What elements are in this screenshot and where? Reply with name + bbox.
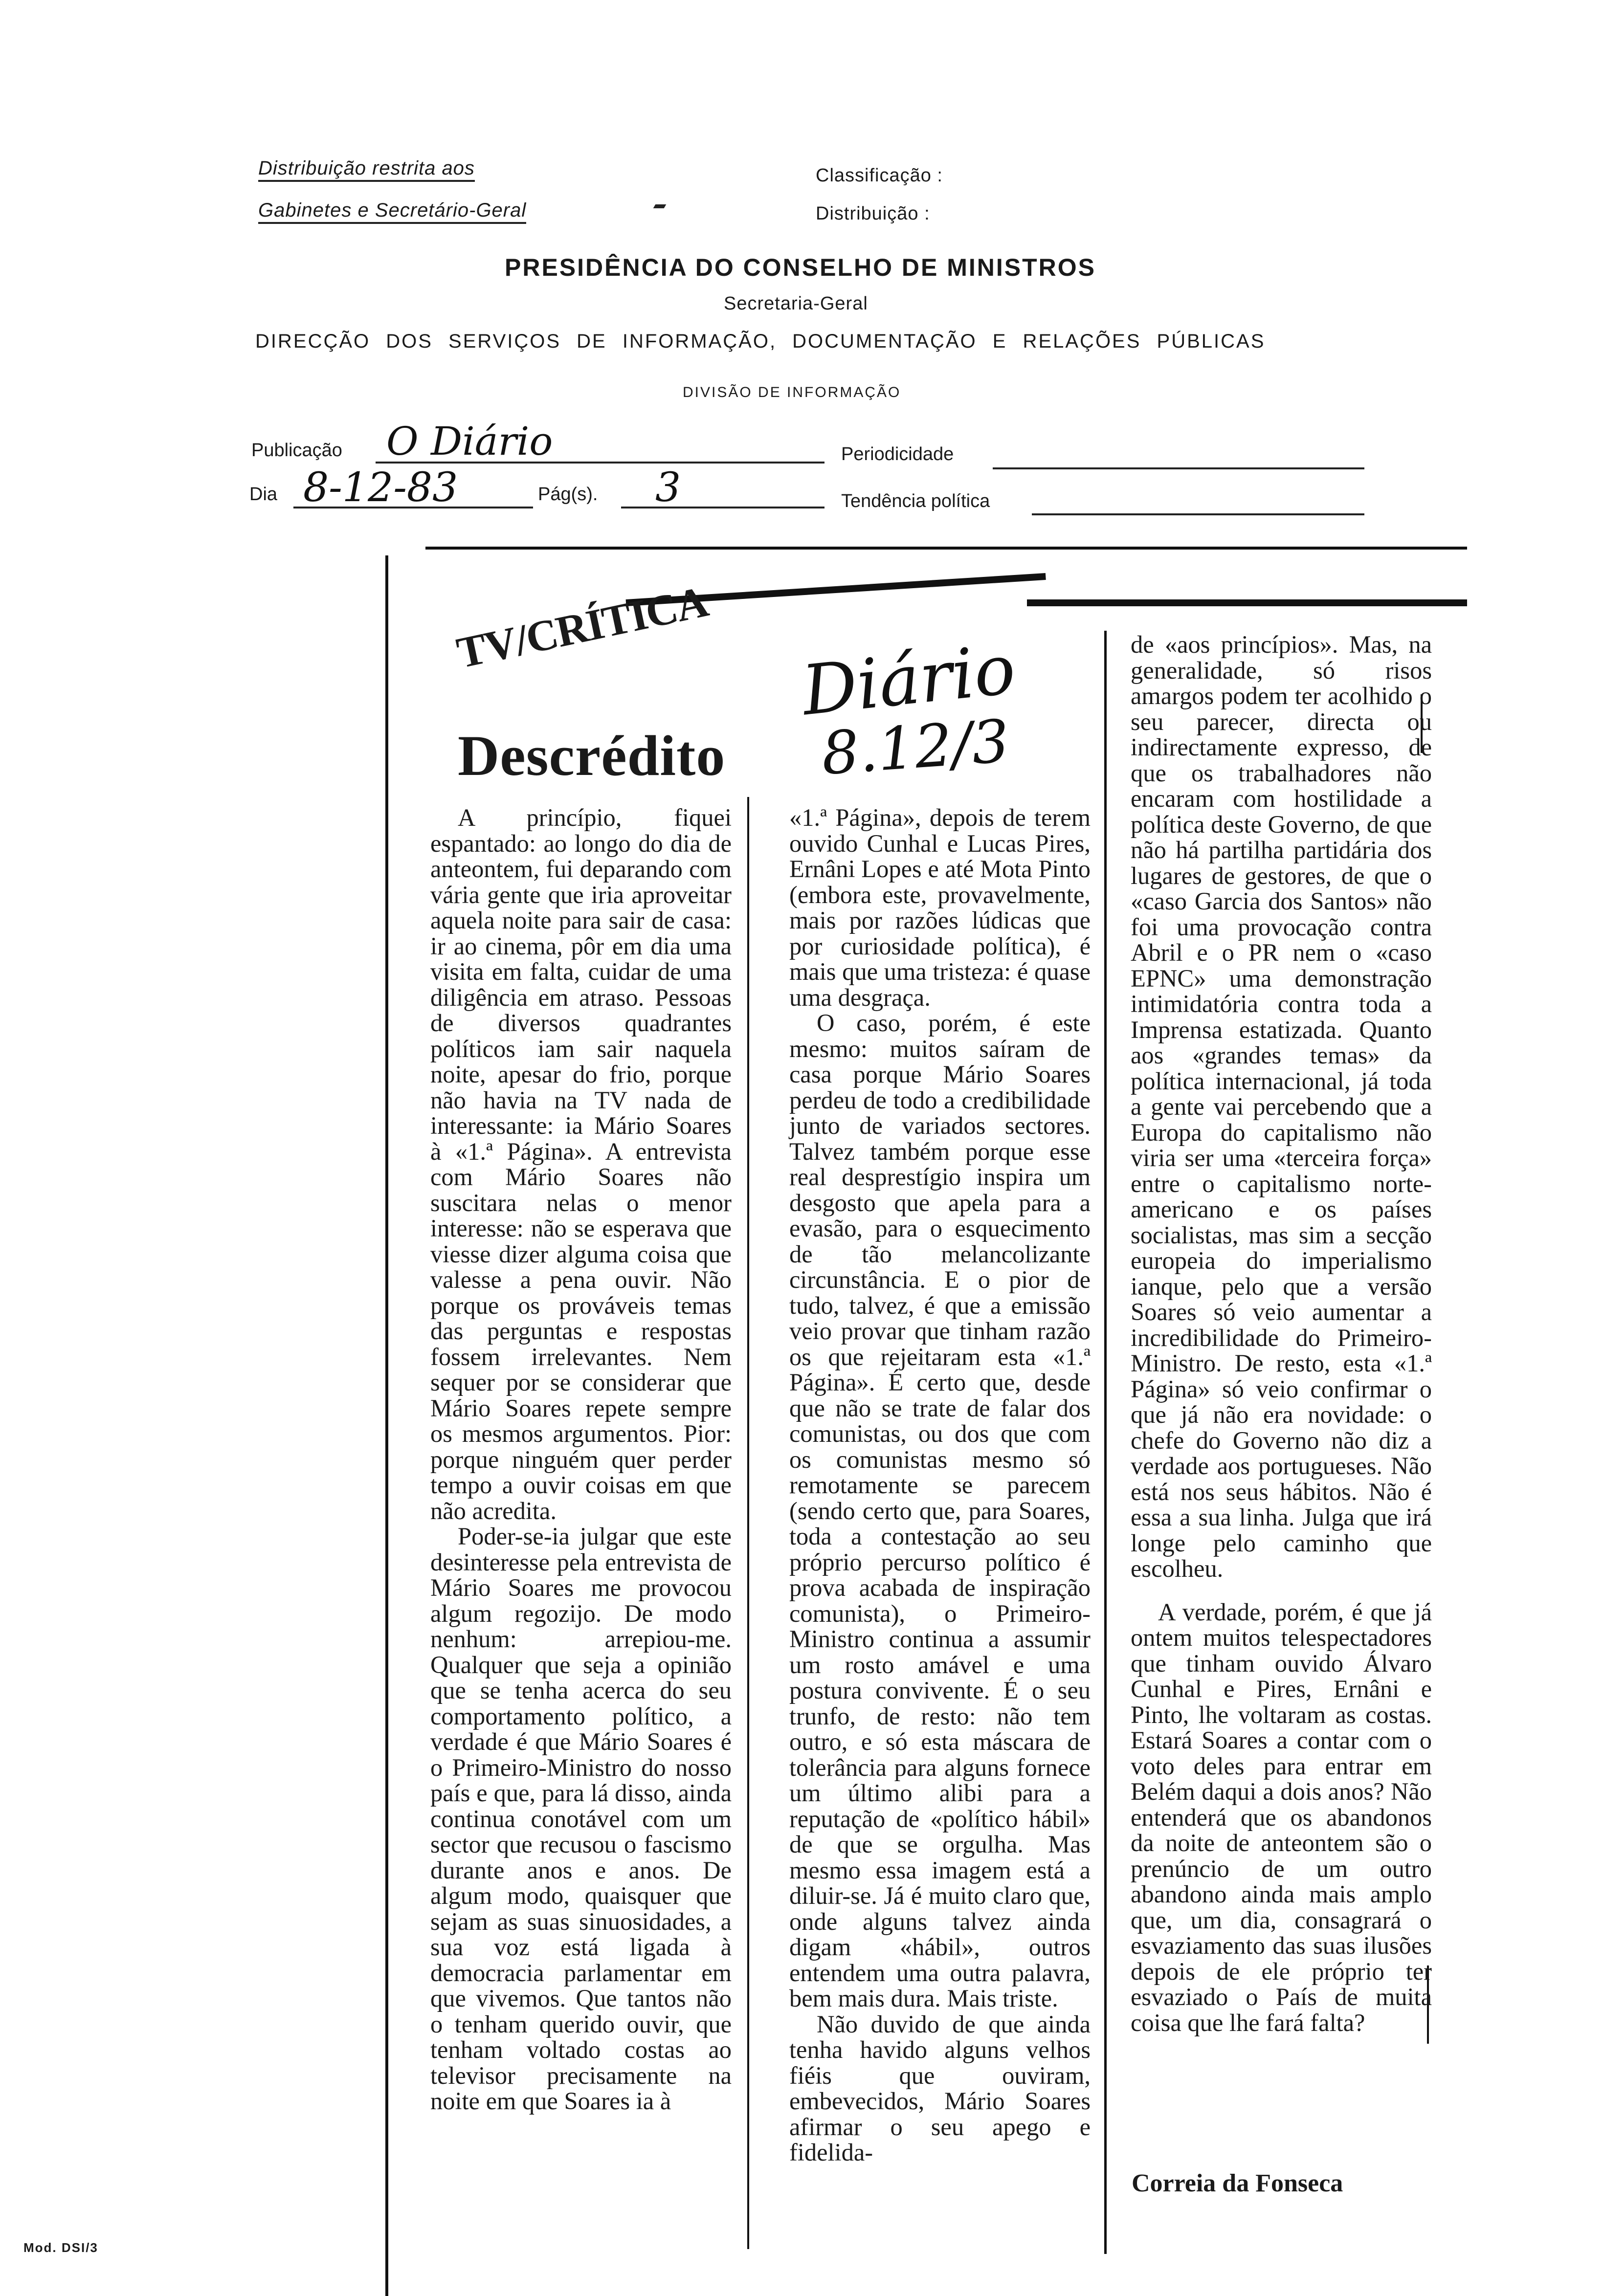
col1-paragraph-2: Poder-se-ia julgar que este desinteresse pela entrevista de Mário Soares me provocou algum regozijo. De modo nenhum: arrepiou-me. Qualquer que seja a opinião que se tenha acerca do seu comportamento político, a verdade é que Mário Soares é o Primeiro-Ministro do nosso país e que, para lá disso, ainda continua conotável com um sector que recusou o fascismo durante anos e anos. De algum modo, quaisquer que sejam as suas sinuosidades, a sua voz está ligada à democracia parlamentar em que vivemos. Que tantos não o tenham querido ouvir, que tenham voltado costas ao televisor precisamente na noite em que Soares ia à bbox=[430, 1523, 732, 2115]
distribution-restriction-line2: Gabinetes e Secretário-Geral bbox=[258, 199, 526, 221]
col1-paragraph-1: A princípio, fiquei espantado: ao longo do dia de anteontem, fui deparando com vária gente que iria aproveitar aquela noite para sair de casa: ir ao cinema, pôr em dia uma visita em falta, cuidar de uma diligência em atraso. Pessoas de diversos quadrantes políticos iam sair naquela noite, apesar do frio, porque não havia na TV nada de interessante: ia Mário Soares à «1.ª Página». A entrevista com Mário Soares não suscitara nelas o menor interesse: não se esperava que viesse dizer alguma coisa que valesse a pena ouvir. Não porque os prováveis temas das perguntas e respostas fossem irrelevantes. Nem sequer por se considerar que Mário Soares repete sempre os mesmos argumentos. Pior: porque ninguém quer perder tempo a ouvir coisas em que não acredita. bbox=[430, 804, 732, 1524]
section-label: TV/CRÍTICA bbox=[452, 577, 712, 678]
col2-paragraph-3: Não duvido de que ainda tenha havido alguns velhos fiéis que ouviram, embevecidos, Mário Soares afirmar o seu apego e fidelida- bbox=[789, 2010, 1091, 2166]
publication-label: Publicação bbox=[251, 440, 342, 461]
article-title: Descrédito bbox=[458, 724, 726, 788]
handwritten-annotation-line1: Diário bbox=[798, 629, 1019, 731]
column-rule-2 bbox=[1104, 631, 1107, 2254]
tendency-field-line bbox=[1032, 513, 1364, 515]
form-code: Mod. DSI/3 bbox=[23, 2240, 98, 2255]
article-column-1 bbox=[430, 805, 732, 2114]
secretariat-heading: Secretaria-Geral bbox=[724, 293, 868, 314]
article-column-2 bbox=[789, 805, 1091, 2165]
publication-value: O Diário bbox=[386, 419, 553, 464]
directorate-heading: DIRECÇÃO DOS SERVIÇOS DE INFORMAÇÃO, DOCUMENTAÇÃO E RELAÇÕES PÚBLICAS bbox=[255, 331, 1266, 352]
periodicity-field-line bbox=[993, 467, 1364, 469]
byline: Correia da Fonseca bbox=[1132, 2169, 1343, 2197]
col2-paragraph-1: «1.ª Página», depois de terem ouvido Cunhal e Lucas Pires, Ernâni Lopes e até Mota Pinto (embora este, provavelmente, mais por razões lúdicas que por curiosidade política), é mais que uma tristeza: é quase uma desgraça. bbox=[789, 804, 1091, 1011]
periodicity-label: Periodicidade bbox=[841, 444, 954, 464]
presidency-heading: PRESIDÊNCIA DO CONSELHO DE MINISTROS bbox=[505, 254, 1096, 281]
col3-paragraph-2: A verdade, porém, é que já ontem muitos telespectadores que tinham ouvido Álvaro Cunhal e Pires, Ernâni e Pinto, lhe voltaram as costas. Estará Soares a contar com o voto deles para entrar em Belém daqui a dois anos? Não entenderá que os abandonos da noite de anteontem são o prenúncio de um outro abandono ainda mais amplo que, um dia, consagrará o esvaziamento das suas ilusões depois de ele próprio ter esvaziado o País de muita coisa que lhe fará falta? bbox=[1131, 1598, 1432, 2036]
pages-value: 3 bbox=[655, 464, 681, 511]
division-heading: DIVISÃO DE INFORMAÇÃO bbox=[683, 384, 901, 400]
left-rule bbox=[385, 555, 388, 2296]
col3-paragraph-1: de «aos princípios». Mas, na generalidade, só risos amargos podem ter acolhido o seu parecer, directa ou indirectamente expresso, de que os trabalhadores não encaram com hostilidade a política deste Governo, de que não há partilha partidária dos lugares de gestores, de que o «caso Garcia dos Santos» não foi uma provocação contra Abril e o PR nem o «caso EPNC» uma demonstração intimidatória contra toda a Imprensa estatizada. Quanto aos «grandes temas» da política internacional, já toda a gente vai percebendo que a Europa do capitalismo não viria ser uma «terceira força» entre o capitalismo norte-americano e os países socialistas, mas sim a secção europeia do imperialismo ianque, pelo que a versão Soares só veio aumentar a incredibilidade do Primeiro-Ministro. De resto, esta «1.ª Página» só veio confirmar o que já não era novidade: o chefe do Governo não diz a verdade aos portugueses. Não está nos seus hábitos. Não é essa a sua linha. Julga que irá longe pelo caminho que escolheu. bbox=[1131, 631, 1432, 1582]
col2-paragraph-2: O caso, porém, é este mesmo: muitos saíram de casa porque Mário Soares perdeu de todo a credibilidade junto de variados sectores. Talvez também porque esse real desprestígio inspira um desgosto que apela para a evasão, para o esquecimento de tão melancolizante circunstância. E o pior de tudo, talvez, é que a emissão veio provar que tinham razão os que rejeitaram esta «1.ª Página». É certo que, desde que não se trate de falar dos comunistas, ou dos que com os comunistas mesmo só remotamente se parecem (sendo certo que, para Soares, toda a contestação ao seu próprio percurso político é prova acabada de inspiração comunista), o Primeiro-Ministro continua a assumir um rosto amável e uma postura convivente. É o seu trunfo, de resto: não tem outro, e só esta máscara de tolerância para alguns fornece um último alibi para a reputação de «político hábil» de que se orgulha. Mas mesmo essa imagem está a diluir-se. Já é muito claro que, onde alguns talvez ainda digam «hábil», outros entendem uma outra palavra, bem mais dura. Mais triste. bbox=[789, 1009, 1091, 2012]
handwritten-annotation-line2: 8.12/3 bbox=[819, 707, 1012, 789]
column-rule-1 bbox=[747, 797, 749, 2249]
day-label: Dia bbox=[249, 484, 278, 505]
pages-label: Pág(s). bbox=[538, 484, 598, 505]
section-rule bbox=[1027, 599, 1467, 606]
distribution-restriction-line1: Distribuição restrita aos bbox=[258, 157, 475, 179]
tendency-label: Tendência política bbox=[841, 491, 990, 511]
pages-field-line bbox=[621, 507, 824, 508]
top-rule bbox=[425, 547, 1467, 550]
distribution-label: Distribuição : bbox=[816, 203, 930, 224]
day-value: 8-12-83 bbox=[303, 464, 458, 511]
arrow-mark-icon bbox=[653, 204, 667, 208]
classification-label: Classificação : bbox=[816, 165, 943, 186]
article-column-3 bbox=[1131, 632, 1432, 2035]
